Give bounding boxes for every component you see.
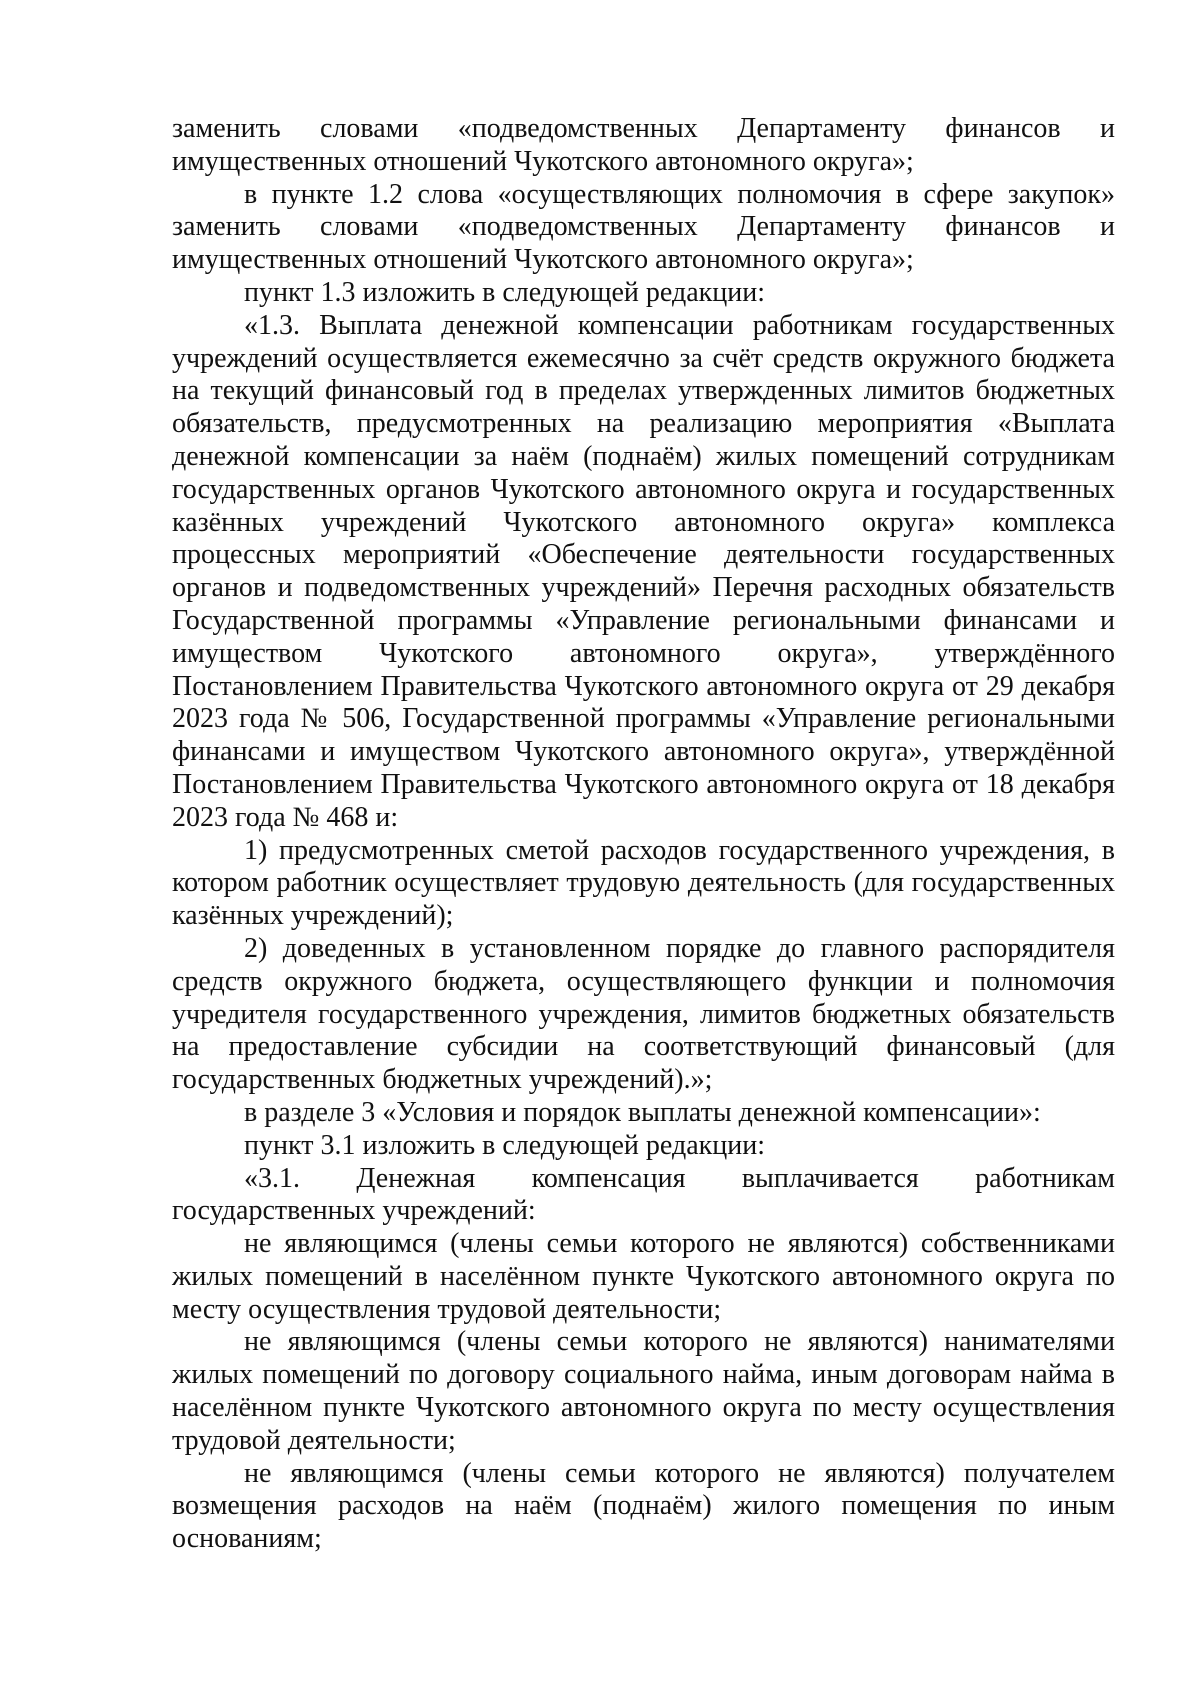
paragraph-2: в пункте 1.2 слова «осуществляющих полномочия в сфере закупок» заменить словами «подведомственных Департаменту финансов и имущественных отношений Чукотского автономного округа»; xyxy=(172,178,1115,276)
paragraph-7: в разделе 3 «Условия и порядок выплаты денежной компенсации»: xyxy=(244,1096,1041,1128)
paragraph-5: 1) предусмотренных сметой расходов государственного учреждения, в котором работник осуществляет трудовую деятельность (для государственных казённых учреждений); xyxy=(172,834,1115,932)
paragraph-8: пункт 3.1 изложить в следующей редакции: xyxy=(244,1129,765,1161)
paragraph-4: «1.3. Выплата денежной компенсации работникам государственных учреждений осуществляется ежемесячно за счёт средств окружного бюджета на текущий финансовый год в пределах утвержденных лимитов бюджетных обязательств, предусмотренных на реализацию мероприятия «Выплата денежной компенсации за наём (поднаём) жилых помещений сотрудникам государственных органов Чукотского автономного округа и государственных казённых учреждений Чукотского автономного округа» комплекса процессных мероприятий «Обеспечение деятельности государственных органов и подведомственных учреждений» Перечня расходных обязательств Государственной программы «Управление региональными финансами и имуществом Чукотского автономного округа», утверждённого Постановлением Правительства Чукотского автономного округа от 29 декабря 2023 года № 506, Государственной программы «Управление региональными финансами и имуществом Чукотского автономного округа», утверждённой Постановлением Правительства Чукотского автономного округа от 18 декабря 2023 года № 468 и: xyxy=(172,309,1115,833)
document-body xyxy=(172,113,1115,1556)
paragraph-1: заменить словами «подведомственных Департаменту финансов и имущественных отношений Чукотского автономного округа»; xyxy=(172,113,1115,177)
paragraph-11: не являющимся (члены семьи которого не являются) нанимателями жилых помещений по договору социального найма, иным договорам найма в населённом пункте Чукотского автономного округа по месту осуществления трудовой деятельности; xyxy=(172,1326,1115,1456)
paragraph-3: пункт 1.3 изложить в следующей редакции: xyxy=(244,276,765,308)
paragraph-12: не являющимся (члены семьи которого не являются) получателем возмещения расходов на наём (поднаём) жилого помещения по иным основаниям; xyxy=(172,1457,1115,1555)
paragraph-6: 2) доведенных в установленном порядке до главного распорядителя средств окружного бюджета, осуществляющего функции и полномочия учредителя государственного учреждения, лимитов бюджетных обязательств на предоставление субсидии на соответствующий финансовый (для государственных бюджетных учреждений).»; xyxy=(172,932,1115,1096)
paragraph-9: «3.1. Денежная компенсация выплачивается работникам государственных учреждений: xyxy=(172,1162,1115,1227)
paragraph-10: не являющимся (члены семьи которого не являются) собственниками жилых помещений в населённом пункте Чукотского автономного округа по месту осуществления трудовой деятельности; xyxy=(172,1228,1115,1325)
